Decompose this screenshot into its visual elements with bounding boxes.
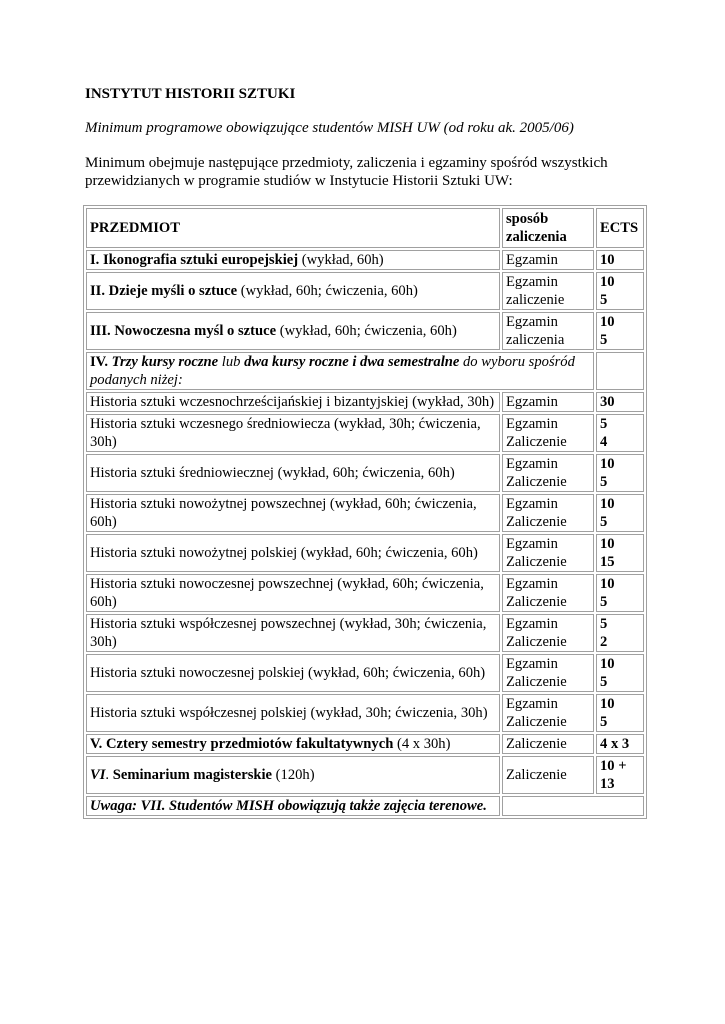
ects-line: 5 bbox=[600, 594, 608, 610]
ects-cell bbox=[596, 272, 644, 310]
ects-line: 13 bbox=[600, 776, 615, 792]
method-cell bbox=[502, 414, 594, 452]
ects-cell bbox=[596, 694, 644, 732]
ects-line: 10 bbox=[600, 656, 615, 672]
ects-line: 10 bbox=[600, 496, 615, 512]
ects-cell bbox=[596, 494, 644, 532]
method-cell bbox=[502, 574, 594, 612]
subject-detail: (wykład, 60h; ćwiczenia, 60h) bbox=[237, 283, 418, 299]
section-vi-number: VI bbox=[90, 767, 106, 783]
method-cell bbox=[502, 694, 594, 732]
table-row bbox=[86, 614, 644, 652]
method-line: Egzamin bbox=[506, 616, 558, 632]
method-cell bbox=[502, 312, 594, 350]
empty-cell bbox=[596, 352, 644, 390]
ects-cell bbox=[596, 756, 644, 794]
ects-cell bbox=[596, 312, 644, 350]
table-row bbox=[86, 494, 644, 532]
method-line: Egzamin bbox=[506, 314, 558, 330]
header-method: sposób zaliczenia bbox=[502, 208, 594, 248]
elective-name: Historia sztuki współczesnej powszechnej (wykład, 30h; ćwiczenia, 30h) bbox=[86, 614, 500, 652]
ects-line: 5 bbox=[600, 416, 608, 432]
ects-cell: 4 x 3 bbox=[596, 734, 644, 754]
method-line: Egzamin bbox=[506, 416, 558, 432]
method-line: Egzamin bbox=[506, 576, 558, 592]
ects-cell bbox=[596, 574, 644, 612]
table-row bbox=[86, 312, 644, 350]
subject-detail: (4 x 30h) bbox=[393, 736, 451, 752]
ects-line: 10 bbox=[600, 456, 615, 472]
elective-name: Historia sztuki nowoczesnej powszechnej (wykład, 60h; ćwiczenia, 60h) bbox=[86, 574, 500, 612]
table-row bbox=[86, 694, 644, 732]
method-line: zaliczenia bbox=[506, 332, 565, 348]
method-cell bbox=[502, 534, 594, 572]
elective-name: Historia sztuki wczesnego średniowiecza (wykład, 30h; ćwiczenia, 30h) bbox=[86, 414, 500, 452]
method-cell bbox=[502, 494, 594, 532]
subject-detail: (wykład, 60h) bbox=[298, 252, 384, 268]
subject-name: V. Cztery semestry przedmiotów fakultatywnych bbox=[90, 736, 394, 752]
method-line: Egzamin bbox=[506, 456, 558, 472]
subject-detail: (wykład, 60h; ćwiczenia, 60h) bbox=[276, 323, 457, 339]
ects-line: 10 bbox=[600, 314, 615, 330]
subject-name: III. Nowoczesna myśl o sztuce bbox=[90, 323, 277, 339]
elective-name: Historia sztuki nowoczesnej polskiej (wykład, 60h; ćwiczenia, 60h) bbox=[86, 654, 500, 692]
method-line: Zaliczenie bbox=[506, 674, 567, 690]
section-iv-suffix: do wyboru spośród podanych niżej: bbox=[90, 354, 575, 388]
empty-cell bbox=[502, 796, 644, 816]
method-cell: Zaliczenie bbox=[502, 756, 594, 794]
section-v-row bbox=[86, 734, 644, 754]
method-cell bbox=[502, 272, 594, 310]
ects-line: 10 bbox=[600, 696, 615, 712]
table-header-row bbox=[86, 208, 644, 248]
method-cell: Zaliczenie bbox=[502, 734, 594, 754]
method-cell bbox=[502, 454, 594, 492]
method-cell bbox=[502, 654, 594, 692]
method-cell: Egzamin bbox=[502, 250, 594, 270]
method-line: Zaliczenie bbox=[506, 514, 567, 530]
method-line: Egzamin bbox=[506, 274, 558, 290]
ects-cell bbox=[596, 454, 644, 492]
note-row bbox=[86, 796, 644, 816]
ects-line: 5 bbox=[600, 474, 608, 490]
ects-line: 15 bbox=[600, 554, 615, 570]
ects-line: 5 bbox=[600, 292, 608, 308]
subject-cell bbox=[86, 734, 500, 754]
method-line: Egzamin bbox=[506, 536, 558, 552]
section-iv-number: IV. bbox=[90, 354, 112, 370]
ects-line: 4 bbox=[600, 434, 608, 450]
subject-cell bbox=[86, 312, 500, 350]
method-line: Egzamin bbox=[506, 696, 558, 712]
method-line: Zaliczenie bbox=[506, 434, 567, 450]
intro-paragraph: Minimum obejmuje następujące przedmioty, zaliczenia i egzaminy spośród wszystkich przewidzianych w programie studiów w Instytucie Historii Sztuki UW: bbox=[85, 155, 608, 189]
section-iv-connector: lub bbox=[218, 354, 245, 370]
ects-line: 10 bbox=[600, 536, 615, 552]
subject-name: Seminarium magisterskie bbox=[112, 767, 273, 783]
elective-name: Historia sztuki wczesnochrześcijańskiej i bizantyjskiej (wykład, 30h) bbox=[86, 392, 500, 412]
table-row bbox=[86, 654, 644, 692]
subject-cell bbox=[86, 250, 500, 270]
elective-name: Historia sztuki współczesnej polskiej (wykład, 30h; ćwiczenia, 30h) bbox=[86, 694, 500, 732]
table-row bbox=[86, 534, 644, 572]
elective-name: Historia sztuki nowożytnej polskiej (wykład, 60h; ćwiczenia, 60h) bbox=[86, 534, 500, 572]
ects-cell: 30 bbox=[596, 392, 644, 412]
section-iv-option-a: Trzy kursy roczne bbox=[111, 354, 219, 370]
method-line: zaliczenie bbox=[506, 292, 565, 308]
ects-line: 5 bbox=[600, 714, 608, 730]
section-iv-row bbox=[86, 352, 644, 390]
ects-line: 5 bbox=[600, 514, 608, 530]
ects-cell bbox=[596, 414, 644, 452]
program-subtitle: Minimum programowe obowiązujące studentów MISH UW (od roku ak. 2005/06) bbox=[85, 120, 574, 136]
method-cell: Egzamin bbox=[502, 392, 594, 412]
ects-cell bbox=[596, 654, 644, 692]
table-row bbox=[86, 454, 644, 492]
subject-cell bbox=[86, 756, 500, 794]
ects-line: 10 bbox=[600, 274, 615, 290]
ects-line: 5 bbox=[600, 674, 608, 690]
method-line: Zaliczenie bbox=[506, 714, 567, 730]
ects-cell: 10 bbox=[596, 250, 644, 270]
method-cell bbox=[502, 614, 594, 652]
elective-name: Historia sztuki nowożytnej powszechnej (wykład, 60h; ćwiczenia, 60h) bbox=[86, 494, 500, 532]
table-row bbox=[86, 392, 644, 412]
method-line: Egzamin bbox=[506, 656, 558, 672]
subject-cell bbox=[86, 272, 500, 310]
subject-name: II. Dzieje myśli o sztuce bbox=[90, 283, 238, 299]
section-iv-option-b: dwa kursy roczne i dwa semestralne bbox=[244, 354, 460, 370]
method-line: Egzamin bbox=[506, 496, 558, 512]
section-vi-dot: . bbox=[105, 767, 113, 783]
header-ects: ECTS bbox=[596, 208, 644, 248]
ects-line: 2 bbox=[600, 634, 608, 650]
ects-cell bbox=[596, 534, 644, 572]
ects-line: 10 bbox=[600, 576, 615, 592]
table-row bbox=[86, 414, 644, 452]
table-row bbox=[86, 574, 644, 612]
ects-line: 5 bbox=[600, 332, 608, 348]
institute-title: INSTYTUT HISTORII SZTUKI bbox=[85, 86, 296, 102]
subject-detail: (120h) bbox=[272, 767, 315, 783]
method-line: Zaliczenie bbox=[506, 634, 567, 650]
method-line: Zaliczenie bbox=[506, 474, 567, 490]
curriculum-table bbox=[83, 205, 647, 819]
table-row bbox=[86, 250, 644, 270]
section-vi-row bbox=[86, 756, 644, 794]
note-cell: Uwaga: VII. Studentów MISH obowiązują także zajęcia terenowe. bbox=[86, 796, 500, 816]
header-subject: PRZEDMIOT bbox=[86, 208, 500, 248]
method-line: Zaliczenie bbox=[506, 594, 567, 610]
table-row bbox=[86, 272, 644, 310]
ects-cell bbox=[596, 614, 644, 652]
elective-name: Historia sztuki średniowiecznej (wykład, 60h; ćwiczenia, 60h) bbox=[86, 454, 500, 492]
method-line: Zaliczenie bbox=[506, 554, 567, 570]
section-iv-cell bbox=[86, 352, 594, 390]
ects-line: 5 bbox=[600, 616, 608, 632]
ects-line: 10 + bbox=[600, 758, 627, 774]
subject-name: I. Ikonografia sztuki europejskiej bbox=[90, 252, 299, 268]
